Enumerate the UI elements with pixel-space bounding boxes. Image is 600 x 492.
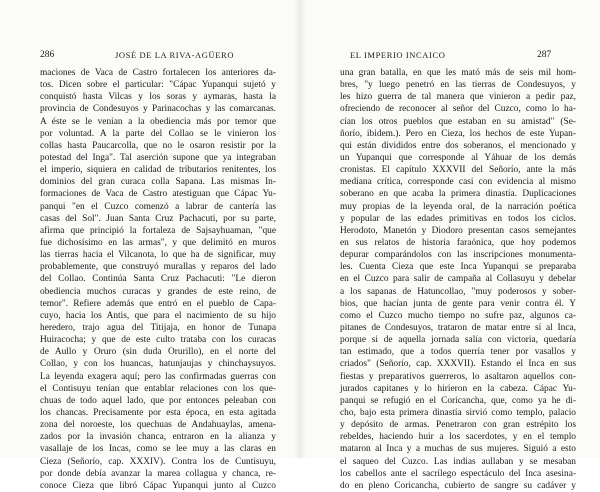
text-line: panqui se refugió en el Coricancha, que, como ya he di- xyxy=(340,395,576,406)
text-line: criados" (Señorío, cap. XXXVII). Estando el Inca en sus xyxy=(340,359,576,370)
text-line: qui están divididos entre dos soberanos, el mencionado y xyxy=(340,140,576,151)
text-line: Herodoto, Manetón y Diodoro presentan casos semejantes xyxy=(340,225,576,236)
text-line: Huiracocha; y que de este culto trataba con los curacas xyxy=(40,335,276,346)
text-line: ofreciendo de reconocer al señor del Cuzco, como lo ha- xyxy=(340,104,576,115)
left-page xyxy=(0,0,300,491)
text-line: las tierras hacia el Vilcanota, lo que ha de significar, muy xyxy=(40,250,276,261)
text-line: porque si de aquella jornada salía con victoria, quedaría xyxy=(340,335,576,346)
text-line: a los sapanas de Hatuncollao, "muy poderosos y sober- xyxy=(340,286,576,297)
text-line: en sus relatos de historia faraónica, que hoy podemos xyxy=(340,237,576,248)
text-line: jurados capitanes y lo hirieron en la cabeza. Cápac Yu- xyxy=(340,383,576,394)
text-line: por donde debía avanzar la marea collagua y chanca, re- xyxy=(40,468,276,479)
text-line: por voluntad. A la parte del Collao se le vinieron los xyxy=(40,128,276,139)
page-number: 286 xyxy=(40,50,55,60)
text-line: potestad del Inga". Tal aserción supone que ya integraban xyxy=(40,152,276,163)
text-line: panqui "en el Cuzco comenzó a labrar de cantería las xyxy=(40,201,276,212)
text-line: provincia de Condesuyos y Parinacochas y las comarcanas. xyxy=(40,104,276,115)
text-line: temor". Refiere además que entró en el pueblo de Capa- xyxy=(40,298,276,309)
text-line: collas hasta Paucarcolla, que no le osaron resistir por la xyxy=(40,140,276,151)
body-text xyxy=(340,67,576,492)
text-line: obediencia muchos curacas y grandes de este reino, de xyxy=(40,286,276,297)
text-line: tos. Dicen sobre el particular: "Cápac Yupanqui sujetó y xyxy=(40,80,276,91)
text-line: vasallaje de los Incas, como se lee muy a las claras en xyxy=(40,444,276,455)
text-line: conquistó hasta Vilcas y los soras y aymaras, hasta la xyxy=(40,92,276,103)
text-line: afirma que principió la fortaleza de Sajsayhuaman, "que xyxy=(40,225,276,236)
text-line: zados por la invasión chanca, entraron en la alianza y xyxy=(40,432,276,443)
text-line: muy propias de la leyenda oral, de la narración poética xyxy=(340,201,576,212)
text-line: zona del noroeste, los quechuas de Andahuaylas, amena- xyxy=(40,420,276,431)
text-line: en el Cuzco para salir de campaña al Collasuyu y debelar xyxy=(340,274,576,285)
text-line: mataron al Inca y a muchas de sus mujeres. Siguió a esto xyxy=(340,444,576,455)
text-line: una gran batalla, en que les mató más de seis mil hom- xyxy=(340,68,576,78)
text-line: les hizo guerra de tal manera que vinieron a pedir paz, xyxy=(340,92,576,103)
text-line: Cieza (Señorío, cap. XXXIV). Contra los de Cuntisuyu, xyxy=(40,456,276,467)
body-text xyxy=(40,67,276,492)
text-line: conoce Cieza que libró Cápac Yupanqui junto al Cuzco xyxy=(40,480,276,491)
text-line: cuyo, hacia los Antis, que para el nacimiento de su hijo xyxy=(40,310,276,321)
text-line: cho, bajo esta primera dinastía sirvió como templo, palacio xyxy=(340,407,576,418)
text-line: y popular de las edades primitivas en todos los ciclos. xyxy=(340,213,576,224)
text-line: el imperio, siquiera en calidad de tributarios renitentes, los xyxy=(40,165,276,176)
text-line: maciones de Vaca de Castro fortalecen los anteriores da- xyxy=(40,68,276,78)
text-line: les. Cuenta Cieza que este Inca Yupanqui se preparaba xyxy=(340,262,576,273)
text-line: bres, "y luego penetró en las tierras de Condesuyos, y xyxy=(340,80,576,91)
text-line: A éste se le venían a la obediencia más por temor que xyxy=(40,116,276,127)
page-number: 287 xyxy=(537,50,552,60)
text-line: ñorío, ibidem.). Pero en Cieza, los hechos de este Yupan- xyxy=(340,128,576,139)
text-line: los chancas. Precisamente por esta época, en esta agitada xyxy=(40,407,276,418)
text-line: pitanes de Condesuyos, trataron de matar entre sí al Inca, xyxy=(340,322,576,333)
text-line: do en pleno Coricancha, cubierto de sangre su cadáver y xyxy=(340,480,576,491)
text-line: un Yupanqui que corresponde al Yáhuar de los demás xyxy=(340,152,576,163)
running-head: JOSÉ DE LA RIVA-AGÜERO xyxy=(115,50,235,60)
text-line: La leyenda exagera aquí; pero las confirmadas guerras con xyxy=(40,371,276,382)
text-line: tan estimado, que a todos querría tener por vasallos y xyxy=(340,347,576,358)
text-line: cían los otros pueblos que estaban en su amistad" (Se- xyxy=(340,116,576,127)
text-line: heredero, trajo agua del Titijaja, en honor de Tunapa xyxy=(40,322,276,333)
text-line: el Contisuyu tenían que entablar relaciones con los que- xyxy=(40,383,276,394)
text-line: casas del Sol". Juan Santa Cruz Pachacuti, por su parte, xyxy=(40,213,276,224)
text-line: formaciones de Vaca de Castro atestiguan que Cápac Yu- xyxy=(40,189,276,200)
text-line: el saqueo del Cuzco. Las indias aullaban y se mesaban xyxy=(340,456,576,467)
right-page xyxy=(300,0,600,491)
running-head: EL IMPERIO INCAICO xyxy=(350,50,446,60)
text-line: dominios del gran curaca colla Sapana. Las mismas In- xyxy=(40,177,276,188)
text-line: los cabellos ante el sacrílego espectáculo del Inca asesina- xyxy=(340,468,576,479)
text-line: depurar comparándolos con las inscripciones monumenta- xyxy=(340,250,576,261)
text-line: soberano en que acaba la primera dinastía. Duplicaciones xyxy=(340,189,576,200)
text-line: fue dichosísimo en las armas", y que delimitó en muros xyxy=(40,237,276,248)
text-line: rebeldes, haciendo huir a los sacerdotes, y en el templo xyxy=(340,432,576,443)
text-line: mediana crítica, corresponde casi con evidencia al mismo xyxy=(340,177,576,188)
text-line: del Collao. Continúa Santa Cruz Pachacuti: "Le dieron xyxy=(40,274,276,285)
text-line: de Aullo y Oruro (sin duda Orurillo), en el norte del xyxy=(40,347,276,358)
text-line: como el Cuzco mucho tiempo no sufre paz, algunos ca- xyxy=(340,310,576,321)
text-line: chuas de todo aquel lado, que por entonces peleaban con xyxy=(40,395,276,406)
text-line: y depósito de armas. Penetraron con gran estrépito los xyxy=(340,420,576,431)
text-line: cronistas. El capítulo XXXVII del Señorío, ante la más xyxy=(340,165,576,176)
text-line: fiestas y preparativos guerreros, lo asaltaron aquellos con- xyxy=(340,371,576,382)
text-line: Collao, y con los huancas, hatunjaujas y chinchaysuyos. xyxy=(40,359,276,370)
text-line: probablemente, que construyó murallas y reparos del lado xyxy=(40,262,276,273)
text-line: bios, que hacían junta de gente para venir contra él. Y xyxy=(340,298,576,309)
